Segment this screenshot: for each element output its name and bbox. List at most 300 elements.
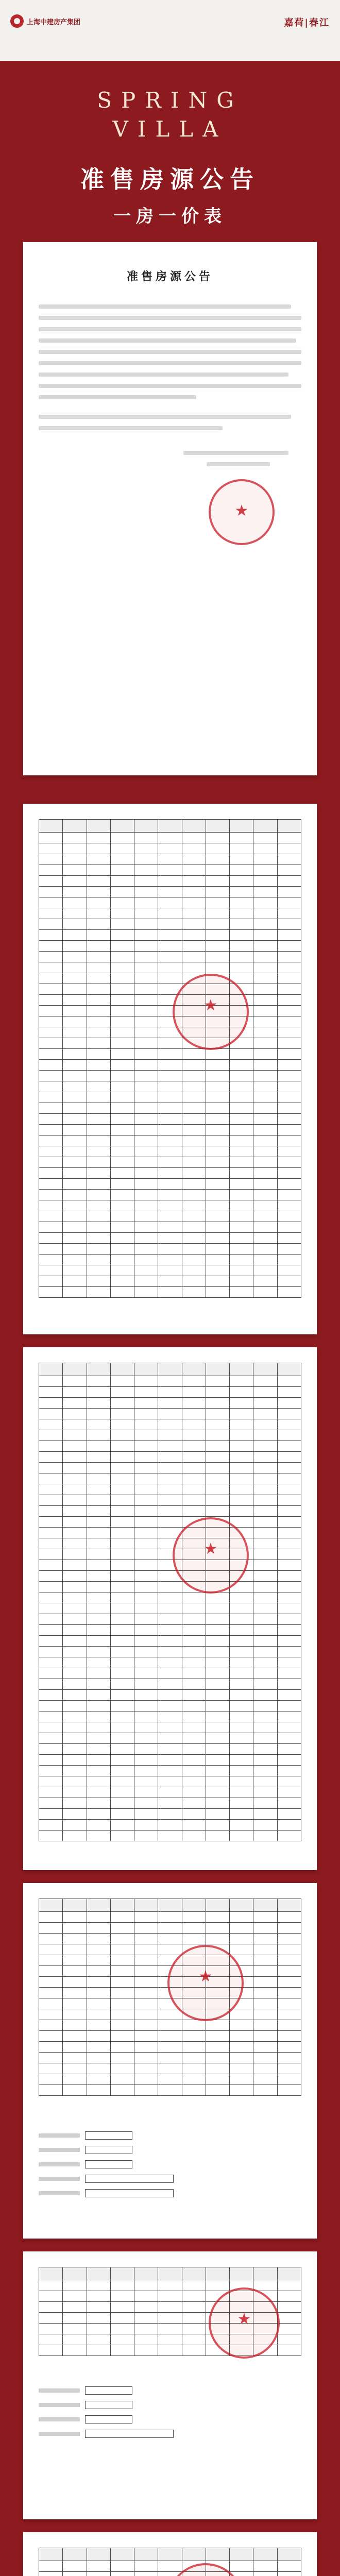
table-cell [158, 1766, 182, 1776]
table-cell [158, 1103, 182, 1114]
table-cell [110, 2009, 134, 2020]
table-cell [253, 1776, 277, 1787]
table-cell [277, 1744, 301, 1755]
table-cell [253, 2053, 277, 2063]
table-row [39, 1473, 301, 1484]
table-row [39, 1146, 301, 1157]
table-cell [134, 1679, 158, 1690]
table-cell [253, 1276, 277, 1287]
table-cell [110, 1146, 134, 1157]
table-cell [230, 897, 253, 908]
table-cell [63, 820, 87, 833]
table-cell [134, 1744, 158, 1755]
table-row [39, 2074, 301, 2085]
table-cell [110, 1820, 134, 1831]
table-cell [134, 1517, 158, 1528]
table-cell [63, 2548, 87, 2561]
table-cell [158, 2334, 182, 2345]
table-cell [277, 843, 301, 854]
table-cell [182, 1831, 206, 1841]
table-cell [206, 876, 229, 887]
table-row [39, 1934, 301, 1944]
table-row [39, 1636, 301, 1647]
table-cell [182, 1168, 206, 1179]
table-cell [253, 2548, 277, 2561]
table-cell [134, 1081, 158, 1092]
table-cell [230, 1831, 253, 1841]
table-cell [158, 2324, 182, 2334]
table-cell [206, 1809, 229, 1820]
table-cell [277, 1787, 301, 1798]
table-cell [110, 865, 134, 876]
table-cell [39, 2324, 63, 2334]
table-cell [63, 930, 87, 941]
table-cell [206, 2031, 229, 2042]
table-cell [230, 1690, 253, 1701]
table-cell [158, 2561, 182, 2572]
table-cell [87, 1441, 110, 1452]
table-cell [63, 1899, 87, 1912]
price-table [39, 1363, 301, 1841]
table-cell [253, 1200, 277, 1211]
table-cell [206, 1146, 229, 1157]
table-cell [182, 1679, 206, 1690]
table-cell [110, 1006, 134, 1016]
table-cell [230, 1668, 253, 1679]
table-cell [39, 1200, 63, 1211]
table-cell [63, 1809, 87, 1820]
table-cell [63, 1517, 87, 1528]
table-cell [39, 2085, 63, 2096]
table-cell [182, 1114, 206, 1125]
table-cell [87, 1603, 110, 1614]
table-cell [39, 1744, 63, 1755]
table-cell [110, 1831, 134, 1841]
table-cell [134, 1146, 158, 1157]
table-cell [277, 1625, 301, 1636]
table-seal [167, 1945, 244, 2021]
table-cell [158, 1755, 182, 1766]
table-row [39, 1625, 301, 1636]
table-cell [206, 897, 229, 908]
table-cell [63, 854, 87, 865]
table-cell [110, 1766, 134, 1776]
table-cell [182, 2280, 206, 2291]
table-row [39, 1798, 301, 1809]
table-cell [253, 1988, 277, 1998]
table-cell [253, 1549, 277, 1560]
table-cell [87, 2085, 110, 2096]
table-cell [253, 1376, 277, 1387]
table-cell [182, 1495, 206, 1506]
table-cell [206, 1733, 229, 1744]
table-cell [182, 1484, 206, 1495]
table-cell [158, 1038, 182, 1049]
table-cell [63, 908, 87, 919]
table-cell [182, 2042, 206, 2053]
table-cell [134, 1923, 158, 1934]
table-cell [206, 1923, 229, 1934]
table-cell [110, 1179, 134, 1190]
table-cell [39, 820, 63, 833]
table-header-row [39, 820, 301, 833]
table-cell [277, 2572, 301, 2576]
table-cell [230, 1190, 253, 1200]
table-cell [87, 1255, 110, 1265]
table-cell [277, 1755, 301, 1766]
table-cell [182, 2302, 206, 2313]
table-cell [87, 1988, 110, 1998]
table-cell [63, 2042, 87, 2053]
table-row [39, 952, 301, 962]
table-cell [206, 1387, 229, 1398]
table-row [39, 2020, 301, 2031]
table-cell [134, 1265, 158, 1276]
table-cell [158, 1711, 182, 1722]
table-cell [253, 2042, 277, 2053]
table-cell [134, 1711, 158, 1722]
table-cell [253, 941, 277, 952]
table-cell [230, 1614, 253, 1625]
table-cell [87, 1430, 110, 1441]
table-cell [110, 1538, 134, 1549]
table-cell [39, 2313, 63, 2324]
table-cell [253, 1125, 277, 1136]
table-cell [87, 1923, 110, 1934]
table-cell [230, 1287, 253, 1298]
table-cell [230, 1430, 253, 1441]
table-cell [87, 1636, 110, 1647]
table-cell [110, 2053, 134, 2063]
table-cell [63, 2572, 87, 2576]
table-cell [206, 1776, 229, 1787]
table-cell [253, 1831, 277, 1841]
table-cell [158, 2345, 182, 2356]
table-row [39, 843, 301, 854]
table-cell [39, 1027, 63, 1038]
table-cell [87, 897, 110, 908]
table-cell [87, 2302, 110, 2313]
table-cell [230, 1125, 253, 1136]
table-cell [87, 1473, 110, 1484]
table-cell [230, 2063, 253, 2074]
table-cell [63, 1168, 87, 1179]
table-cell [158, 1441, 182, 1452]
table-cell [253, 876, 277, 887]
table-cell [277, 1549, 301, 1560]
table-cell [206, 1276, 229, 1287]
table-cell [206, 2085, 229, 2096]
table-cell [230, 2009, 253, 2020]
table-cell [39, 1690, 63, 1701]
table-cell [230, 1463, 253, 1473]
table-cell [277, 1809, 301, 1820]
table-cell [110, 962, 134, 973]
table-cell [277, 984, 301, 995]
table-cell [182, 1809, 206, 1820]
table-cell [110, 1923, 134, 1934]
table-cell [39, 1463, 63, 1473]
table-cell [158, 1787, 182, 1798]
table-summary [39, 2380, 301, 2438]
table-cell [182, 1287, 206, 1298]
table-cell [110, 1136, 134, 1146]
table-cell [63, 1136, 87, 1146]
table-cell [277, 1211, 301, 1222]
table-cell [230, 2042, 253, 2053]
official-seal [209, 479, 275, 545]
table-cell [63, 1125, 87, 1136]
table-cell [277, 995, 301, 1006]
table-cell [110, 1200, 134, 1211]
table-row [39, 1179, 301, 1190]
table-cell [39, 1125, 63, 1136]
table-cell [230, 908, 253, 919]
table-cell [182, 1592, 206, 1603]
table-cell [206, 1233, 229, 1244]
table-cell [230, 1398, 253, 1409]
table-cell [110, 1265, 134, 1276]
hero-title: 准售房源公告 [80, 165, 260, 193]
table-cell [39, 1146, 63, 1157]
table-cell [230, 1495, 253, 1506]
table-cell [206, 1244, 229, 1255]
table-cell [158, 1265, 182, 1276]
table-cell [253, 1463, 277, 1473]
table-cell [87, 973, 110, 984]
table-cell [63, 1977, 87, 1988]
table-cell [277, 2042, 301, 2053]
table-cell [87, 908, 110, 919]
table-cell [39, 1222, 63, 1233]
table-cell [87, 1092, 110, 1103]
table-cell [182, 1934, 206, 1944]
table-cell [230, 1809, 253, 1820]
table-cell [87, 820, 110, 833]
table-cell [182, 1473, 206, 1484]
table-cell [253, 1592, 277, 1603]
table-cell [253, 1244, 277, 1255]
table-cell [253, 1114, 277, 1125]
table-cell [63, 2085, 87, 2096]
table-cell [110, 1955, 134, 1966]
table-cell [87, 1168, 110, 1179]
table-cell [230, 1722, 253, 1733]
table-cell [230, 1419, 253, 1430]
table-cell [63, 1255, 87, 1265]
table-row [39, 1276, 301, 1287]
table-cell [134, 1934, 158, 1944]
table-cell [134, 1473, 158, 1484]
table-cell [158, 1744, 182, 1755]
table-cell [182, 1787, 206, 1798]
table-cell [134, 1549, 158, 1560]
table-cell [87, 1398, 110, 1409]
table-cell [39, 2345, 63, 2356]
table-cell [134, 1419, 158, 1430]
table-cell [63, 973, 87, 984]
table-cell [182, 1200, 206, 1211]
table-cell [63, 1766, 87, 1776]
table-cell [39, 1038, 63, 1049]
table-cell [87, 865, 110, 876]
table-cell [158, 1060, 182, 1071]
table-cell [277, 908, 301, 919]
table-cell [39, 2302, 63, 2313]
table-cell [182, 1190, 206, 1200]
table-row [39, 1136, 301, 1146]
table-cell [230, 962, 253, 973]
table-cell [253, 2085, 277, 2096]
table-cell [134, 1376, 158, 1387]
table-cell [206, 1265, 229, 1276]
table-cell [277, 1376, 301, 1387]
table-cell [158, 1136, 182, 1146]
table-cell [206, 2042, 229, 2053]
table-cell [206, 1798, 229, 1809]
table-cell [158, 1495, 182, 1506]
table-cell [253, 1679, 277, 1690]
table-cell [230, 2085, 253, 2096]
table-cell [158, 2074, 182, 2085]
table-cell [110, 1592, 134, 1603]
table-cell [206, 1711, 229, 1722]
table-row [39, 1701, 301, 1711]
table-row [39, 2085, 301, 2096]
table-cell [134, 1701, 158, 1711]
table-cell [87, 1766, 110, 1776]
table-cell [253, 1071, 277, 1081]
table-cell [110, 919, 134, 930]
table-cell [110, 2085, 134, 2096]
table-cell [206, 1092, 229, 1103]
table-row [39, 1016, 301, 1027]
table-cell [63, 1027, 87, 1038]
table-cell [230, 1060, 253, 1071]
table-cell [277, 1636, 301, 1647]
table-row [39, 1787, 301, 1798]
table-cell [134, 1998, 158, 2009]
table-cell [39, 1060, 63, 1071]
table-cell [134, 930, 158, 941]
table-cell [110, 2031, 134, 2042]
table-cell [158, 897, 182, 908]
table-cell [87, 1200, 110, 1211]
table-cell [63, 1376, 87, 1387]
table-row [39, 1592, 301, 1603]
table-cell [110, 2267, 134, 2280]
table-cell [63, 1998, 87, 2009]
table-cell [230, 1244, 253, 1255]
table-cell [63, 2031, 87, 2042]
table-cell [158, 1255, 182, 1265]
table-cell [206, 1125, 229, 1136]
table-cell [63, 1538, 87, 1549]
table-cell [182, 2020, 206, 2031]
table-cell [110, 1387, 134, 1398]
table-cell [158, 1473, 182, 1484]
table-cell [230, 1744, 253, 1755]
table-cell [110, 1276, 134, 1287]
table-cell [277, 1114, 301, 1125]
table-cell [206, 1592, 229, 1603]
hero-english-line-1: SPRING [97, 88, 243, 113]
table-cell [87, 1668, 110, 1679]
table-row [39, 1484, 301, 1495]
table-cell [110, 1016, 134, 1027]
table-cell [253, 1517, 277, 1528]
table-cell [206, 854, 229, 865]
table-cell [277, 1387, 301, 1398]
table-cell [87, 1081, 110, 1092]
table-cell [63, 2053, 87, 2063]
table-cell [134, 1977, 158, 1988]
table-cell [87, 1787, 110, 1798]
table-cell [39, 1190, 63, 1200]
table-cell [63, 1103, 87, 1114]
table-cell [134, 1809, 158, 1820]
table-cell [110, 1049, 134, 1060]
table-cell [206, 2280, 229, 2291]
table-cell [87, 1776, 110, 1787]
table-cell [182, 1657, 206, 1668]
table-cell [134, 941, 158, 952]
table-cell [87, 1744, 110, 1755]
table-cell [158, 1636, 182, 1647]
table-cell [110, 1484, 134, 1495]
table-cell [206, 1200, 229, 1211]
table-row [39, 1755, 301, 1766]
table-cell [253, 820, 277, 833]
table-cell [253, 1603, 277, 1614]
table-cell [182, 952, 206, 962]
table-cell [39, 2009, 63, 2020]
table-row [39, 833, 301, 843]
table-cell [277, 1592, 301, 1603]
table-cell [277, 919, 301, 930]
table-cell [39, 1636, 63, 1647]
table-cell [63, 2324, 87, 2334]
table-cell [277, 2291, 301, 2302]
table-cell [253, 1027, 277, 1038]
table-cell [230, 1200, 253, 1211]
table-cell [182, 930, 206, 941]
table-cell [110, 2324, 134, 2334]
table-cell [253, 1092, 277, 1103]
table-cell [277, 973, 301, 984]
table-cell [63, 833, 87, 843]
table-cell [253, 1528, 277, 1538]
table-cell [253, 1899, 277, 1912]
table-cell [63, 1484, 87, 1495]
table-cell [253, 952, 277, 962]
table-cell [39, 1168, 63, 1179]
table-cell [134, 1668, 158, 1679]
table-cell [277, 1409, 301, 1419]
table-cell [63, 1060, 87, 1071]
table-cell [277, 1776, 301, 1787]
table-cell [158, 1168, 182, 1179]
table-cell [87, 1592, 110, 1603]
table-cell [277, 1233, 301, 1244]
table-cell [110, 2334, 134, 2345]
table-cell [182, 1409, 206, 1419]
table-cell [87, 1452, 110, 1463]
table-cell [63, 1528, 87, 1538]
table-cell [87, 833, 110, 843]
table-cell [158, 1157, 182, 1168]
table-cell [63, 1701, 87, 1711]
